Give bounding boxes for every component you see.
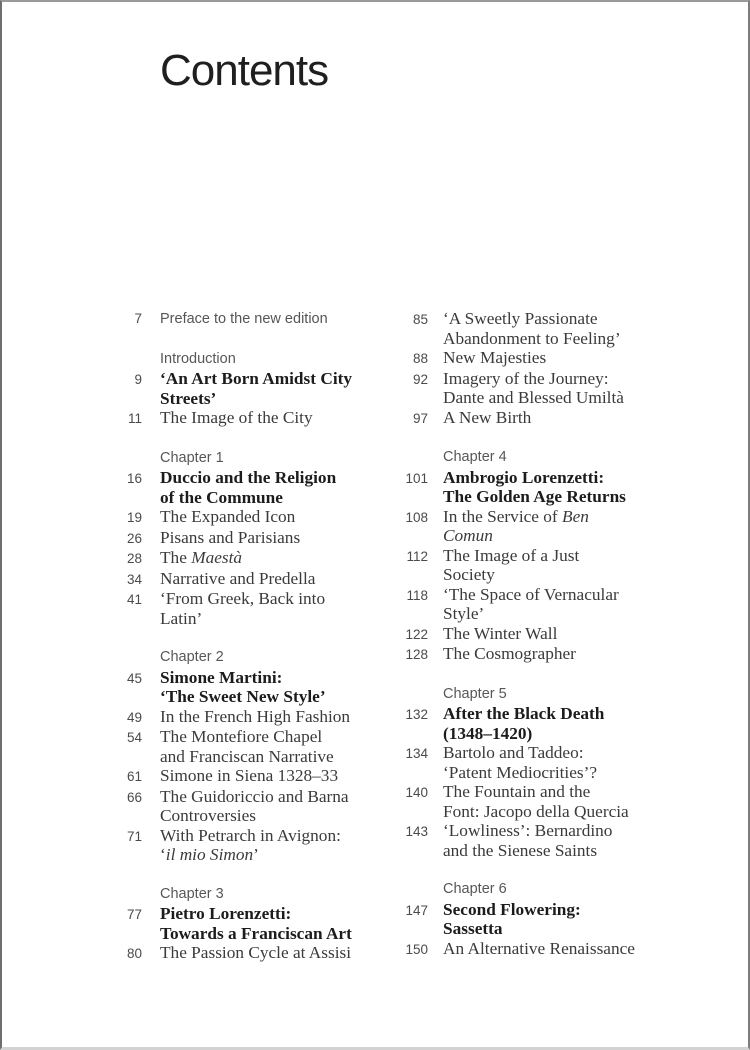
entry-title [443,624,557,644]
toc-entry [388,704,698,743]
entry-page-number: 49 [126,709,142,725]
entry-title-line: With Petrarch in Avignon: [160,825,341,845]
toc-entry [388,348,698,369]
entry-title-line: New Majesties [443,348,547,367]
entry-title [443,507,589,546]
section-label: Chapter 4 [443,449,507,465]
section-label: Chapter 5 [443,685,507,702]
entry-title-line: In the French High Fashion [160,706,351,726]
entry-title-line: Ambrogio Lorenzetti: [443,467,605,487]
toc-entry [106,707,398,728]
toc-entry [388,782,698,821]
toc-column-right [388,309,698,959]
entry-title-line: A New Birth [443,407,532,427]
toc-entry [106,787,398,826]
toc-section [388,685,698,861]
entry-title-line: Towards a Franciscan Art [160,923,352,943]
entry-page-number: 77 [126,907,142,922]
entry-title [443,309,621,348]
entry-title [160,943,351,963]
entry-page-number: 150 [405,941,428,957]
toc-section [106,885,398,964]
toc-entry [388,585,698,624]
toc-entry [388,644,698,665]
entry-title-line: The Expanded Icon [160,507,296,526]
entry-title [443,704,604,743]
toc-column-left [106,309,398,964]
toc-entry [388,939,698,960]
toc-entry [388,408,698,429]
section-label: Chapter 2 [160,649,224,665]
entry-page-number: 7 [134,311,142,326]
entry-title-line: Simone in Siena 1328–33 [160,766,339,785]
entry-title-line: and the Sienese Saints [443,840,598,860]
entry-title [160,468,336,507]
entry-title-line: and Franciscan Narrative [160,746,334,766]
entry-title-line: The Passion Cycle at Assisi [160,943,352,962]
entry-title-line: Comun [443,526,493,545]
entry-title [160,766,338,786]
section-label: Introduction [160,350,236,367]
entry-page-number: 134 [405,746,428,761]
toc-entry [388,507,698,546]
toc-entry [106,826,398,865]
entry-title [160,548,242,568]
toc-entry [106,528,398,549]
entry-title-line: The Image of the City [160,408,313,427]
entry-title-line: ‘An Art Born Amidst City [160,369,353,388]
entry-title-line: Pietro Lorenzetti: [160,904,292,923]
toc-section [106,309,398,330]
entry-title-line: Bartolo and Taddeo: [443,743,584,762]
entry-title [160,727,334,766]
toc-entry [388,468,698,507]
toc-section [388,880,698,959]
entry-title [160,369,352,408]
entry-page-number: 11 [127,411,142,426]
entry-title [160,528,300,548]
toc-entry [388,624,698,645]
entry-page-number: 128 [405,647,428,662]
toc-entry [106,369,398,408]
entry-title-line: The Image of a Just [443,545,580,565]
entry-title-line: Simone Martini: [160,667,283,687]
entry-title-line: Font: Jacopo della Quercia [443,801,629,821]
toc-entry [106,766,398,787]
entry-title [160,707,350,727]
entry-title-line: ‘From Greek, Back into [160,589,326,608]
toc-entry [388,900,698,939]
entry-title-line: Controversies [160,806,256,825]
toc-entry [106,408,398,429]
entry-title [443,900,581,939]
toc-entry [388,821,698,860]
entry-title-line: Duccio and the Religion [160,468,337,487]
entry-title-line: The Maestà [160,548,243,567]
entry-page-number: 41 [126,592,142,607]
entry-page-number: 16 [126,471,142,486]
toc-entry [106,468,398,507]
entry-title-line: Narrative and Predella [160,568,316,588]
toc-entry [106,904,398,943]
entry-page-number: 80 [126,946,142,961]
toc-entry [106,569,398,590]
entry-title [160,826,341,865]
entry-title-line: The Winter Wall [443,623,558,643]
entry-page-number: 26 [126,530,142,546]
entry-title-line: The Fountain and the [443,782,591,801]
entry-title-line: In the Service of Ben [443,506,589,526]
section-label: Chapter 6 [443,881,507,897]
entry-title [160,787,349,826]
entry-page-number: 101 [405,470,428,486]
toc-section [388,309,698,428]
entry-title-line: Pisans and Parisians [160,527,301,547]
toc-entry [106,507,398,528]
entry-title [443,782,629,821]
entry-title-line: Imagery of the Journey: [443,368,609,388]
entry-page-number: 45 [126,670,142,686]
entry-page-number: 28 [126,551,142,566]
entry-page-number: 112 [406,548,428,564]
section-label: Chapter 1 [160,449,224,466]
entry-title-line: Streets’ [160,388,217,408]
entry-title-line: The Golden Age Returns [443,487,626,506]
entry-title-line: Preface to the new edition [160,311,328,327]
entry-page-number: 118 [406,587,428,603]
toc-section [106,648,398,865]
entry-title-line: Sassetta [443,919,503,938]
entry-page-number: 97 [412,410,428,426]
entry-title [160,569,315,589]
toc-entry [388,546,698,585]
toc-entry [106,548,398,569]
entry-title-line: ‘The Space of Vernacular [443,584,619,604]
entry-page-number: 9 [134,372,142,387]
entry-page-number: 140 [405,785,428,800]
entry-title-line: ‘il mio Simon’ [160,845,259,864]
entry-title [443,546,579,585]
entry-title [443,468,626,507]
toc-entry [106,668,398,707]
entry-page-number: 132 [405,707,428,722]
entry-title-line: of the Commune [160,487,283,507]
toc-entry [388,743,698,782]
entry-title [443,585,619,624]
entry-page-number: 34 [126,571,142,587]
toc-entry [106,727,398,766]
entry-title [443,939,635,959]
entry-page-number: 88 [412,351,428,366]
toc-entry [106,943,398,964]
entry-title-line: Latin’ [160,608,203,628]
entry-title-line: (1348–1420) [443,723,533,743]
entry-title [443,644,576,664]
entry-title [443,408,531,428]
entry-title-line: Style’ [443,604,485,623]
toc-entry [106,309,398,330]
entry-page-number: 122 [405,626,428,642]
toc-section [106,449,398,629]
page-title: Contents [160,46,329,95]
toc-section [106,350,398,429]
entry-title [443,348,546,368]
entry-title [160,589,325,628]
entry-title-line: The Guidoriccio and Barna [160,786,349,806]
entry-title-line: Second Flowering: [443,899,581,919]
entry-page-number: 19 [126,510,142,525]
entry-page-number: 71 [126,828,142,844]
entry-title-line: ‘A Sweetly Passionate [443,309,598,328]
entry-title-line: Abandonment to Feeling’ [443,328,621,348]
entry-title-line: An Alternative Renaissance [443,938,635,958]
entry-page-number: 143 [405,824,428,839]
entry-page-number: 92 [412,371,428,387]
entry-title [160,507,295,527]
section-label: Chapter 3 [160,885,224,902]
entry-page-number: 66 [126,789,142,805]
entry-title [160,408,313,428]
entry-page-number: 85 [412,312,428,327]
entry-title-line: Dante and Blessed Umiltà [443,388,624,407]
entry-title [443,369,624,408]
entry-title [443,821,612,860]
entry-page-number: 54 [126,730,142,745]
toc-entry [106,589,398,628]
entry-title-line: ‘Patent Mediocrities’? [443,762,598,782]
entry-title [160,668,326,707]
entry-title-line: The Cosmographer [443,644,576,663]
entry-page-number: 61 [126,769,142,784]
entry-title-line: Society [443,565,495,584]
entry-title [160,310,328,330]
entry-title-line: The Montefiore Chapel [160,727,323,746]
entry-page-number: 147 [405,902,428,918]
entry-title-line: After the Black Death [443,704,605,723]
toc-entry [388,369,698,408]
entry-page-number: 108 [405,509,428,525]
entry-title-line: ‘The Sweet New Style’ [160,687,326,706]
toc-entry [388,309,698,348]
entry-title-line: ‘Lowliness’: Bernardino [443,821,613,840]
toc-section [388,448,698,665]
entry-title [160,904,352,943]
entry-title [443,743,597,782]
